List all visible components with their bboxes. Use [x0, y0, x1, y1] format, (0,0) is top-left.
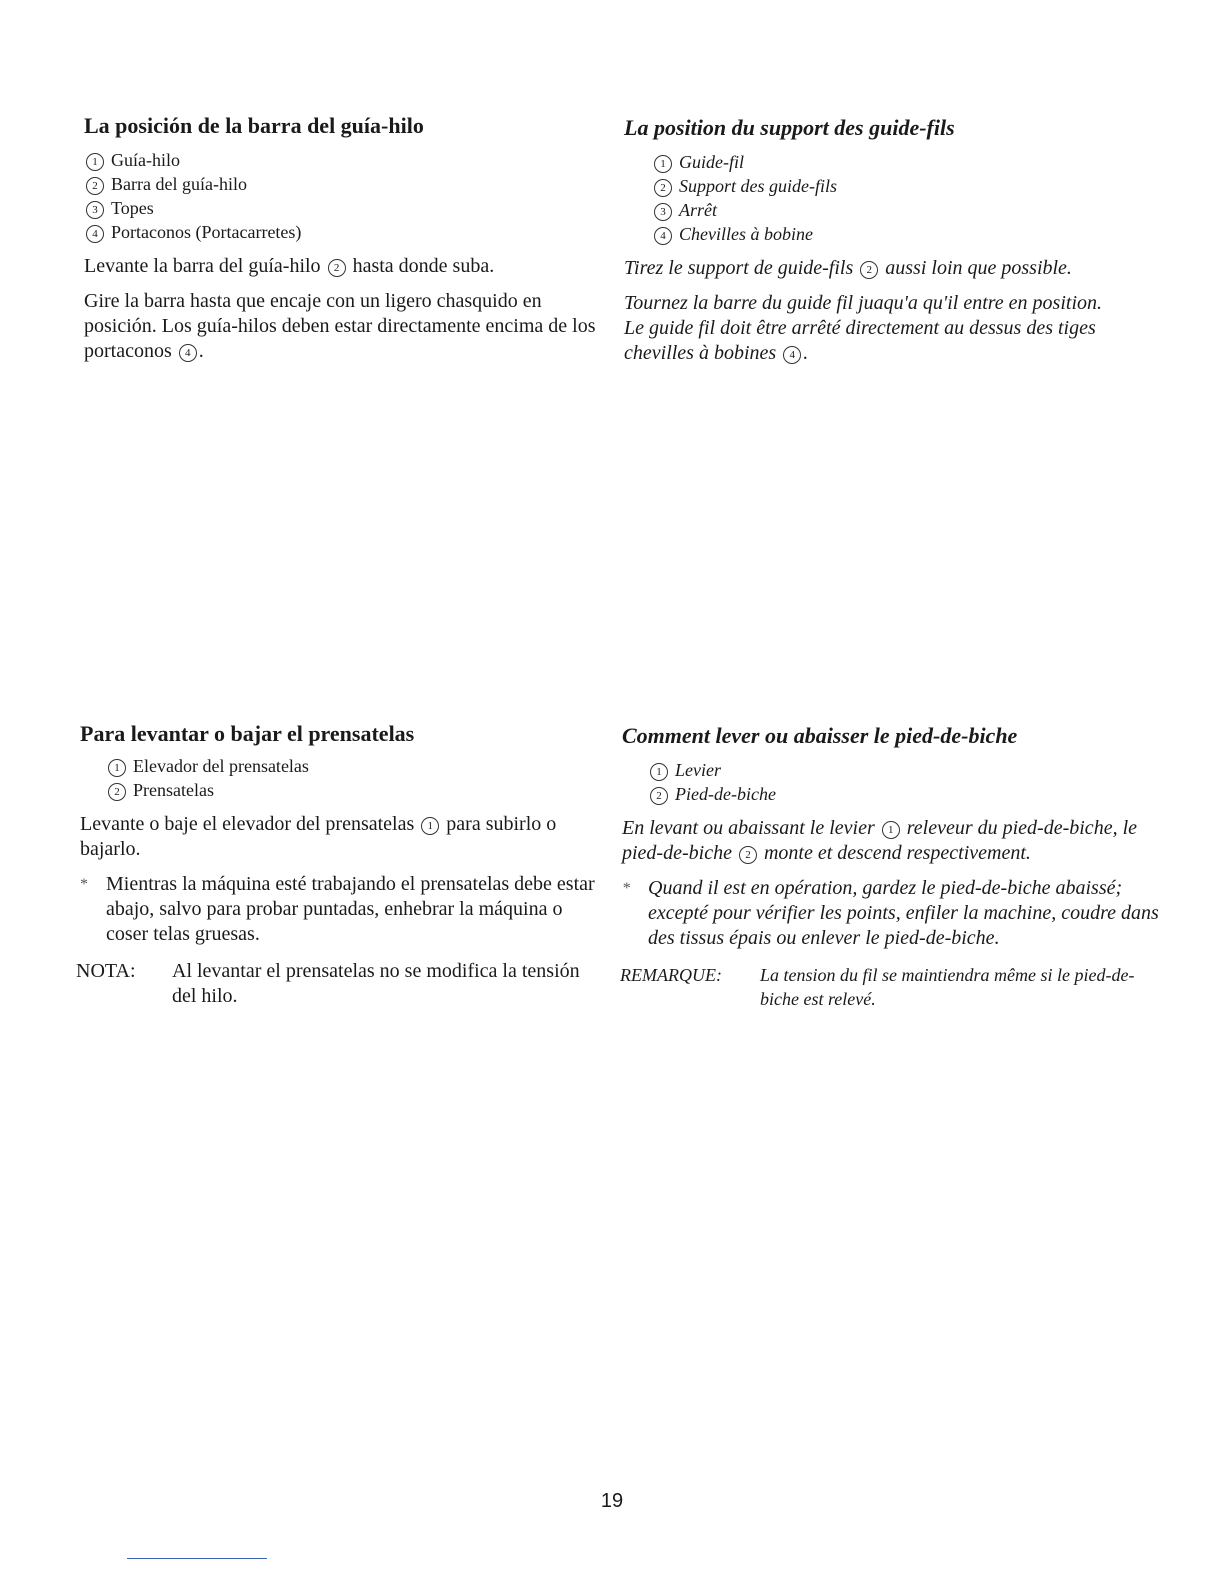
list-item: 2 Support des guide-fils [652, 174, 1164, 198]
paragraph: Le guide fil doit être arrêté directement au dessus des tiges chevilles à bobines 4 . [624, 317, 1096, 364]
list-item: 2 Barra del guía-hilo [84, 172, 604, 196]
parts-list [652, 150, 1164, 246]
paragraph: En levant ou abaissant le levier 1 releveur du pied-de-biche, le pied-de-biche 2 monte et descend respectivement. [622, 817, 1137, 864]
list-item: 4 Chevilles à bobine [652, 222, 1164, 246]
list-item: 1 Guía-hilo [84, 148, 604, 172]
parts-list [84, 148, 604, 244]
section-fr-thread-guide [624, 114, 1164, 366]
paragraph: Tournez la barre du guide fil juaqu'a qu'il entre en position. [624, 292, 1102, 314]
paragraph: Levante la barra del guía-hilo 2 hasta donde suba. [84, 255, 495, 277]
footer-rule [127, 1558, 267, 1559]
list-item: 2 Pied-de-biche [648, 782, 1162, 806]
list-item: 3 Topes [84, 196, 604, 220]
list-item: 1 Elevador del prensatelas [106, 754, 600, 778]
paragraph: Gire la barra hasta que encaje con un ligero chasquido en posición. Los guía-hilos deben estar directamente encima de los portaconos 4 . [84, 290, 596, 362]
section-es-thread-guide [84, 112, 604, 364]
section-es-presser-foot [76, 720, 600, 1009]
section-title: Para levantar o bajar el prensatelas [80, 721, 415, 746]
parts-list [648, 758, 1162, 806]
list-item: 3 Arrêt [652, 198, 1164, 222]
paragraph: Levante o baje el elevador del prensatelas 1 para subirlo o bajarlo. [80, 813, 557, 860]
list-item: 2 Prensatelas [106, 778, 600, 802]
list-item: 4 Portaconos (Portacarretes) [84, 220, 604, 244]
section-title: La position du support des guide-fils [624, 115, 955, 140]
note-asterisk: * Quand il est en opération, gardez le pied-de-biche abaissé; excepté pour vérifier les points, enfiler la machine, coudre dans des tissus épais ou enlever le pied-de-biche. [622, 877, 1159, 949]
paragraph: Tirez le support de guide-fils 2 aussi loin que possible. [624, 257, 1072, 279]
note: NOTA: Al levantar el prensatelas no se modifica la tensión del hilo. [76, 960, 580, 1007]
note-asterisk: * Mientras la máquina esté trabajando el prensatelas debe estar abajo, salvo para probar puntadas, enhebrar la máquina o coser telas gruesas. [80, 873, 595, 945]
list-item: 1 Guide-fil [652, 150, 1164, 174]
list-item: 1 Levier [648, 758, 1162, 782]
page-number: 19 [600, 1490, 624, 1512]
section-title: La posición de la barra del guía-hilo [84, 113, 424, 138]
note: REMARQUE: La tension du fil se maintiendra même si le pied-de-biche est relevé. [620, 965, 1135, 1009]
section-fr-presser-foot [622, 722, 1162, 1011]
section-title: Comment lever ou abaisser le pied-de-biche [622, 723, 1018, 748]
parts-list [106, 754, 600, 802]
